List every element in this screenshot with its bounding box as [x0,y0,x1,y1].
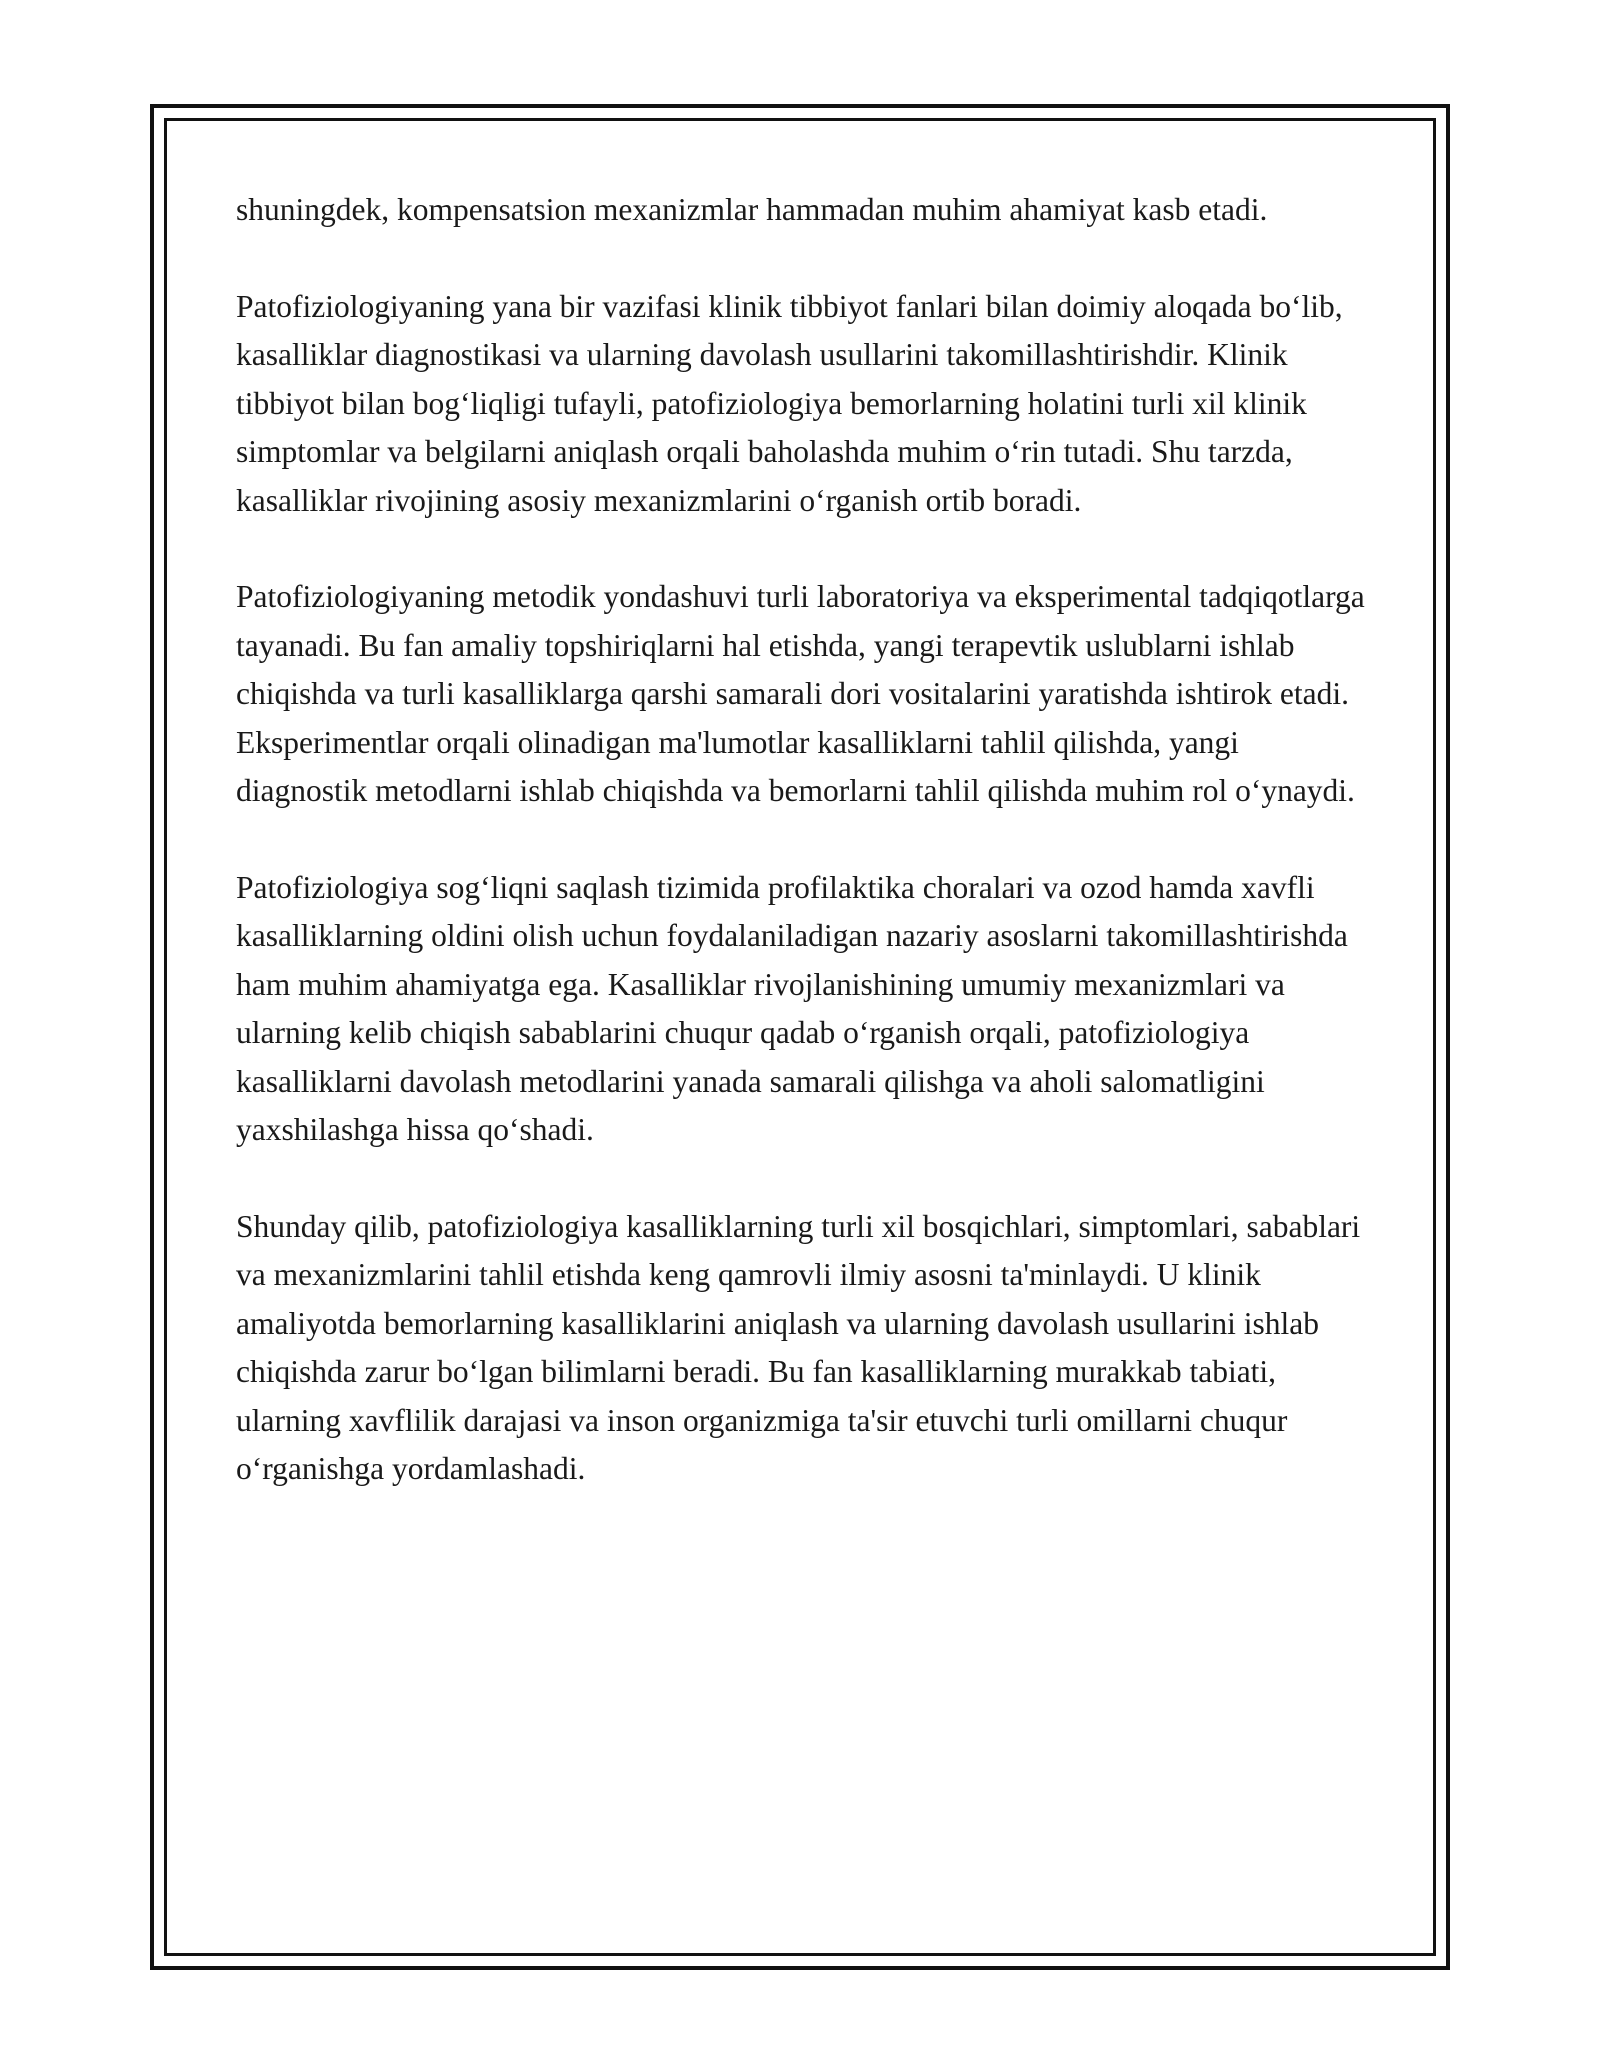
paragraph-conclusion: Shunday qilib, patofiziologiya kasalliklarning turli xil bosqichlari, simptomlari, sabablari va mexanizmlarini tahlil etishda keng qamrovli ilmiy asosni ta'minlaydi. U klinik amaliyotda bemorlarning kasalliklarini aniqlash va ularning davolash usullarini ishlab chiqishda zarur bo‘lgan bilimlarni beradi. Bu fan kasalliklarning murakkab tabiati, ularning xavflilik darajasi va inson organizmiga ta'sir etuvchi turli omillarni chuqur o‘rganishga yordamlashadi. [236,1208,1361,1486]
paragraph-clinical-link: Patofiziologiyaning yana bir vazifasi klinik tibbiyot fanlari bilan doimiy aloqada bo‘lib, kasalliklar diagnostikasi va ularning davolash usullarini takomillashtirishdir. Klinik tibbiyot bilan bog‘liqligi tufayli, patofiziologiya bemorlarning holatini turli xil klinik simptomlar va belgilarni aniqlash orqali baholashda muhim o‘rin tutadi. Shu tarzda, kasalliklar rivojining asosiy mexanizmlarini o‘rganish ortib boradi. [236,288,1343,518]
paragraph-methodology: Patofiziologiyaning metodik yondashuvi turli laboratoriya va eksperimental tadqiqotlarga tayanadi. Bu fan amaliy topshiriqlarni hal etishda, yangi terapevtik uslublarni ishlab chiqishda va turli kasalliklarga qarshi samarali dori vositalarini yaratishda ishtirok etadi. Eksperimentlar orqali olinadigan ma'lumotlar kasalliklarni tahlil qilishda, yangi diagnostik metodlarni ishlab chiqishda va bemorlarni tahlil qilishda muhim rol o‘ynaydi. [236,579,1365,808]
document-body [236,186,1376,1494]
paragraph-continuation: shuningdek, kompensatsion mexanizmlar hammadan muhim ahamiyat kasb etadi. [236,192,1268,227]
paragraph-prevention: Patofiziologiya sog‘liqni saqlash tizimida profilaktika choralari va ozod hamda xavfli kasalliklarning oldini olish uchun foydalaniladigan nazariy asoslarni takomillashtirishda ham muhim ahamiyatga ega. Kasalliklar rivojlanishining umumiy mexanizmlari va ularning kelib chiqish sabablarini chuqur qadab o‘rganish orqali, patofiziologiya kasalliklarni davolash metodlarini yanada samarali qilishga va aholi salomatligini yaxshilashga hissa qo‘shadi. [236,869,1348,1147]
